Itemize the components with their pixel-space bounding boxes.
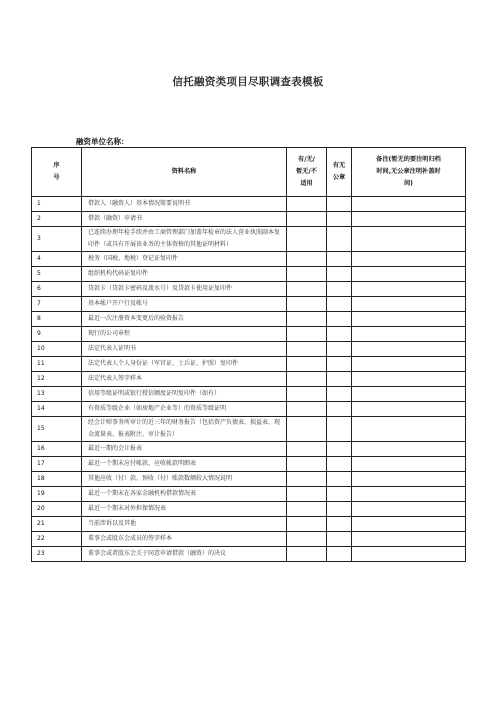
header-remarks-line2: 时间,无公章注明补盖时 [376, 168, 441, 175]
table-row [32, 252, 466, 267]
table-header-row [32, 148, 466, 197]
row-availability-cell[interactable] [287, 227, 327, 252]
table-row [32, 457, 466, 472]
row-serial-no: 12 [32, 372, 82, 387]
table-row [32, 357, 466, 372]
row-remarks-cell[interactable] [352, 487, 466, 502]
row-seal-cell[interactable] [327, 487, 352, 502]
row-remarks-cell[interactable] [352, 197, 466, 212]
row-document-name: 信用等级证明或银行授信额度证明复印件（如有） [82, 387, 287, 402]
header-serial-line2: 号 [53, 174, 60, 181]
row-serial-no: 23 [32, 547, 82, 562]
due-diligence-table [31, 147, 466, 562]
row-remarks-cell[interactable] [352, 442, 466, 457]
row-document-name: 法定代表人证明书 [82, 342, 287, 357]
row-document-name: 当前涉诉以及其他 [82, 517, 287, 532]
row-document-name: 董事会或股东会成员的签字样本 [82, 532, 287, 547]
table-row [32, 547, 466, 562]
row-availability-cell[interactable] [287, 547, 327, 562]
row-availability-cell[interactable] [287, 297, 327, 312]
row-seal-cell[interactable] [327, 282, 352, 297]
row-seal-cell[interactable] [327, 342, 352, 357]
row-document-name: 董事会或者股东会关于同意申请借款（融资）的决议 [82, 547, 287, 562]
table-row [32, 212, 466, 227]
row-serial-no: 17 [32, 457, 82, 472]
row-remarks-cell[interactable] [352, 212, 466, 227]
row-remarks-cell[interactable] [352, 547, 466, 562]
row-seal-cell[interactable] [327, 312, 352, 327]
row-remarks-cell[interactable] [352, 227, 466, 252]
row-document-name: 基本帐户开户行及帐号 [82, 297, 287, 312]
row-availability-cell[interactable] [287, 197, 327, 212]
row-seal-cell[interactable] [327, 227, 352, 252]
table-row [32, 327, 466, 342]
row-seal-cell[interactable] [327, 457, 352, 472]
row-remarks-cell[interactable] [352, 282, 466, 297]
row-availability-cell[interactable] [287, 457, 327, 472]
row-seal-cell[interactable] [327, 297, 352, 312]
row-serial-no: 3 [32, 227, 82, 252]
row-document-name: 现行的公司章程 [82, 327, 287, 342]
row-availability-cell[interactable] [287, 417, 327, 442]
row-document-name: 最近一个期末应付帐款、应收帐款明细表 [82, 457, 287, 472]
table-row [32, 297, 466, 312]
row-availability-cell[interactable] [287, 372, 327, 387]
header-official-seal [327, 148, 352, 197]
header-seal-line1: 有无 [332, 162, 346, 169]
row-serial-no: 19 [32, 487, 82, 502]
row-availability-cell[interactable] [287, 472, 327, 487]
row-remarks-cell[interactable] [352, 327, 466, 342]
row-availability-cell[interactable] [287, 532, 327, 547]
row-availability-cell[interactable] [287, 487, 327, 502]
row-seal-cell[interactable] [327, 197, 352, 212]
row-availability-cell[interactable] [287, 342, 327, 357]
row-remarks-cell[interactable] [352, 252, 466, 267]
row-availability-cell[interactable] [287, 357, 327, 372]
header-remarks-line1: 备注(暂无的要注明归档 [376, 156, 441, 163]
row-document-name: 最近一次注册资本变更后的验资报告 [82, 312, 287, 327]
table-row [32, 472, 466, 487]
row-document-name: 经会计师事务所审计的近三年的财务报告（包括资产负债表、损益表、现金流量表、报表附注、审计报告） [82, 417, 287, 442]
row-seal-cell[interactable] [327, 502, 352, 517]
row-availability-cell[interactable] [287, 387, 327, 402]
row-seal-cell[interactable] [327, 442, 352, 457]
row-seal-cell[interactable] [327, 252, 352, 267]
row-document-name: 法定代表人个人身份证（军官证、士兵证、护照）复印件 [82, 357, 287, 372]
row-serial-no: 20 [32, 502, 82, 517]
row-serial-no: 21 [32, 517, 82, 532]
table-row [32, 517, 466, 532]
table-row [32, 502, 466, 517]
header-serial-line1: 序 [53, 162, 60, 169]
table-row [32, 442, 466, 457]
row-availability-cell[interactable] [287, 252, 327, 267]
row-seal-cell[interactable] [327, 267, 352, 282]
header-serial-no [32, 148, 82, 197]
header-availability [287, 148, 327, 197]
row-remarks-cell[interactable] [352, 402, 466, 417]
table-row [32, 342, 466, 357]
row-remarks-cell[interactable] [352, 297, 466, 312]
row-document-name: 有资质等级企业（如房地产企业等）的资质等级证明 [82, 402, 287, 417]
row-seal-cell[interactable] [327, 532, 352, 547]
row-availability-cell[interactable] [287, 282, 327, 297]
row-availability-cell[interactable] [287, 402, 327, 417]
row-serial-no: 1 [32, 197, 82, 212]
row-document-name: 最近一个期末在各家金融机构借款情况表 [82, 487, 287, 502]
row-document-name: 已连续办理年检手续并由工商管理部门加盖年检章的法人营业执照副本复印件（或具有开展该业务的主体资格的其他证明材料） [82, 227, 287, 252]
row-availability-cell[interactable] [287, 442, 327, 457]
row-seal-cell[interactable] [327, 327, 352, 342]
row-serial-no: 10 [32, 342, 82, 357]
row-remarks-cell[interactable] [352, 532, 466, 547]
table-row [32, 282, 466, 297]
row-serial-no: 2 [32, 212, 82, 227]
table-row [32, 402, 466, 417]
row-serial-no: 13 [32, 387, 82, 402]
row-serial-no: 5 [32, 267, 82, 282]
table-row [32, 532, 466, 547]
row-remarks-cell[interactable] [352, 342, 466, 357]
row-seal-cell[interactable] [327, 212, 352, 227]
row-seal-cell[interactable] [327, 417, 352, 442]
table-row [32, 417, 466, 442]
row-serial-no: 22 [32, 532, 82, 547]
row-document-name: 税务（国税、地税）登记证复印件 [82, 252, 287, 267]
row-serial-no: 7 [32, 297, 82, 312]
row-remarks-cell[interactable] [352, 457, 466, 472]
row-serial-no: 18 [32, 472, 82, 487]
row-serial-no: 4 [32, 252, 82, 267]
row-document-name: 最近一个期末对外担保情况表 [82, 502, 287, 517]
table-row [32, 387, 466, 402]
page-title: 信托融资类项目尽职调查表模板 [172, 76, 324, 88]
row-availability-cell[interactable] [287, 517, 327, 532]
row-document-name: 组织机构代码证复印件 [82, 267, 287, 282]
table-row [32, 227, 466, 252]
row-remarks-cell[interactable] [352, 312, 466, 327]
row-serial-no: 6 [32, 282, 82, 297]
row-serial-no: 11 [32, 357, 82, 372]
row-seal-cell[interactable] [327, 517, 352, 532]
row-remarks-cell[interactable] [352, 387, 466, 402]
header-availability-line1: 有/无/ [298, 156, 315, 163]
row-remarks-cell[interactable] [352, 502, 466, 517]
row-seal-cell[interactable] [327, 372, 352, 387]
row-document-name: 借款人（融资人）基本情况简要说明书 [82, 197, 287, 212]
row-serial-no: 9 [32, 327, 82, 342]
row-document-name: 借款（融资）申请书 [82, 212, 287, 227]
row-document-name: 其他应收（付）款、预收（付）账款数额较大情况说明 [82, 472, 287, 487]
row-availability-cell[interactable] [287, 502, 327, 517]
row-availability-cell[interactable] [287, 312, 327, 327]
row-serial-no: 16 [32, 442, 82, 457]
row-serial-no: 15 [32, 417, 82, 442]
header-remarks [352, 148, 466, 197]
header-document-name: 资料名称 [82, 148, 287, 197]
row-seal-cell[interactable] [327, 357, 352, 372]
row-remarks-cell[interactable] [352, 372, 466, 387]
row-remarks-cell[interactable] [352, 357, 466, 372]
row-document-name: 最近一期的会计报表 [82, 442, 287, 457]
header-availability-line3: 适用 [300, 180, 313, 187]
table-row [32, 487, 466, 502]
row-document-name: 贷款卡（贷款卡密码及流水号）及贷款卡使用证复印件 [82, 282, 287, 297]
row-remarks-cell[interactable] [352, 417, 466, 442]
row-document-name: 法定代表人签字样本 [82, 372, 287, 387]
header-availability-line2: 暂无/不 [296, 168, 317, 175]
row-seal-cell[interactable] [327, 547, 352, 562]
row-serial-no: 14 [32, 402, 82, 417]
row-seal-cell[interactable] [327, 402, 352, 417]
header-seal-line2: 公章 [332, 174, 346, 181]
row-remarks-cell[interactable] [352, 517, 466, 532]
row-seal-cell[interactable] [327, 387, 352, 402]
table-row [32, 372, 466, 387]
row-remarks-cell[interactable] [352, 267, 466, 282]
table-row [32, 267, 466, 282]
row-remarks-cell[interactable] [352, 472, 466, 487]
row-availability-cell[interactable] [287, 327, 327, 342]
row-serial-no: 8 [32, 312, 82, 327]
row-seal-cell[interactable] [327, 472, 352, 487]
financing-unit-label: 融资单位名称： [76, 137, 129, 146]
row-availability-cell[interactable] [287, 212, 327, 227]
header-remarks-line3: 间) [403, 180, 413, 187]
row-availability-cell[interactable] [287, 267, 327, 282]
table-row [32, 197, 466, 212]
table-row [32, 312, 466, 327]
